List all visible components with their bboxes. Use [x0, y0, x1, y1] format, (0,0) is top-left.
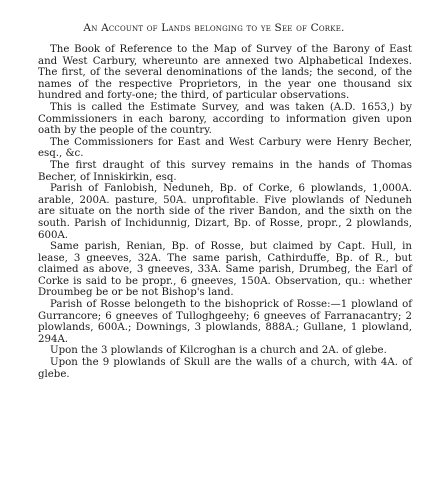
document-body: [38, 44, 412, 380]
paragraph-skull: Upon the 9 plowlands of Skull are the walls of a church, with 4A. of glebe.: [38, 357, 412, 380]
page-title: An Account of Lands belonging to ye See of Corke.: [83, 22, 345, 34]
paragraph-fanlobish: Parish of Fanlobish, Neduneh, Bp. of Corke, 6 plowlands, 1,000A. arable, 200A. pasture, 50A. unprofitable. Five plowlands of Neduneh are situate on the north side of the river Bandon, and the sixth on the south. Parish of Inchidunnig, Dizart, Bp. of Rosse, propr., 2 plowlands, 600A.: [38, 183, 412, 241]
paragraph-first-draught: The first draught of this survey remains in the hands of Thomas Becher, of Inniskirkin, esq.: [38, 159, 412, 183]
paragraph-commissioners: The Commissioners for East and West Carbury were Henry Becher, esq., &c.: [38, 136, 412, 160]
paragraph-book-of-reference: The Book of Reference to the Map of Survey of the Barony of East and West Carbury, whereunto are annexed two Alphabetical Indexes. The first, of the several denominations of the lands; the second, of the names of the respective Proprietors, in the year one thousand six hundred and forty-one; the third, of particular observations.: [38, 44, 412, 102]
paragraph-renian: Same parish, Renian, Bp. of Rosse, but claimed by Capt. Hull, in lease, 3 gneeves, 32A. The same parish, Cathirduffe, Bp. of R., but claimed as above, 3 gneeves, 33A. Same parish, Drumbeg, the Earl of Corke is said to be propr., 6 gneeves, 150A. Observation, qu.: whether Droumbeg be or be not Bishop's land.: [38, 241, 412, 299]
paragraph-kilcroghan: Upon the 3 plowlands of Kilcroghan is a church and 2A. of glebe.: [50, 345, 387, 357]
paragraph-rosse: Parish of Rosse belongeth to the bishoprick of Rosse:—1 plowland of Gurrancore; 6 gneeves of Tulloghgeehy; 6 gneeves of Farranacantry; 2 plowlands, 600A.; Downings, 3 plowlands, 888A.; Gullane, 1 plowland, 294A.: [38, 299, 412, 345]
paragraph-estimate-survey: This is called the Estimate Survey, and was taken (A.D. 1653,) by Commissioners in each barony, according to information given upon oath by the people of the country.: [38, 101, 412, 137]
